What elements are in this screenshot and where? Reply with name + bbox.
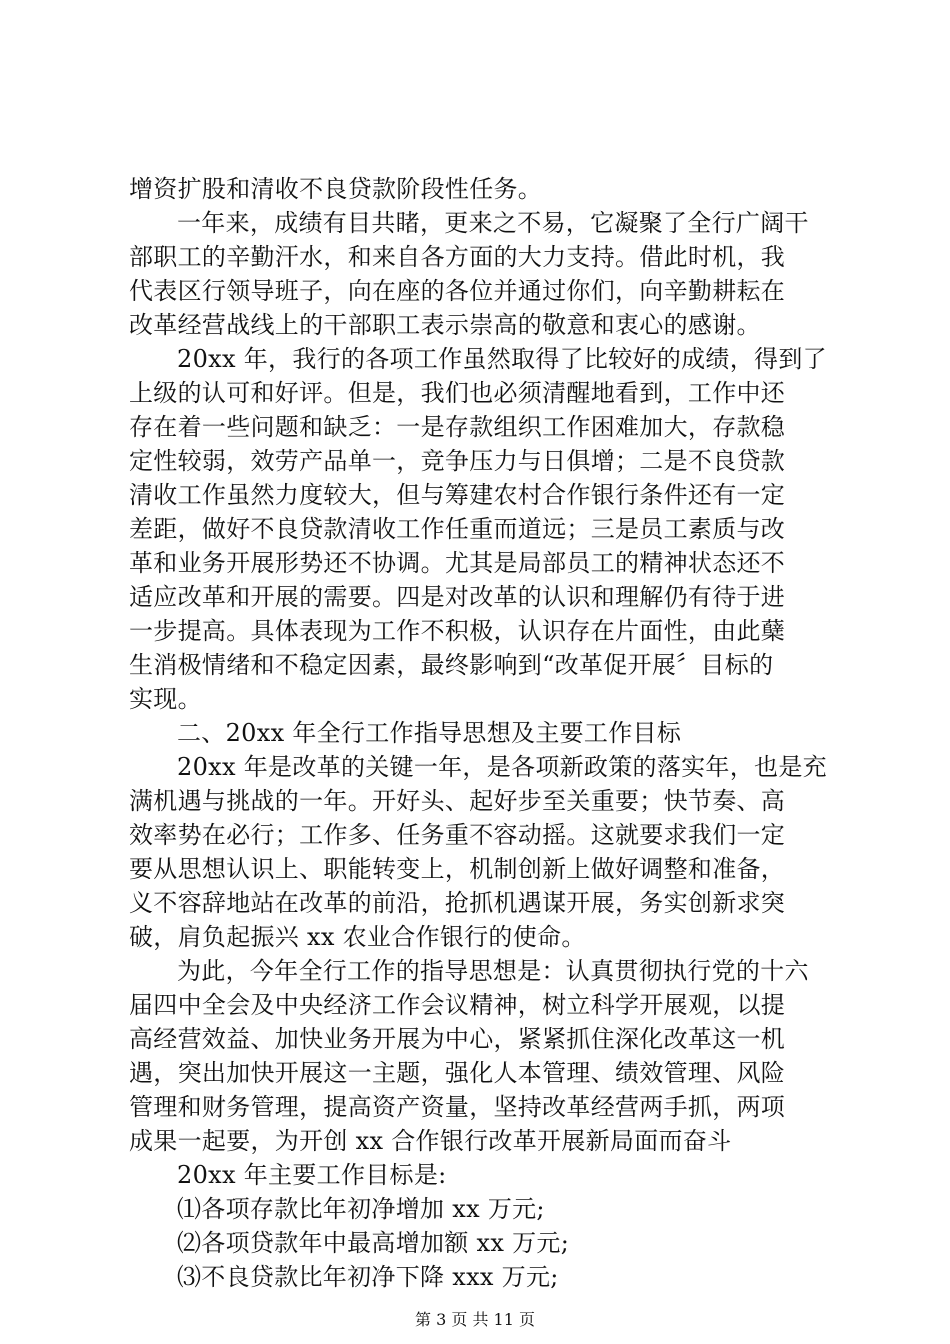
paragraph-line: 20xx 年是改革的关键一年，是各项新政策的落实年，也是充 <box>177 753 827 781</box>
paragraph-line: 清收工作虽然力度较大，但与筹建农村合作银行条件还有一定 <box>129 481 786 509</box>
paragraph-line: 适应改革和开展的需要。四是对改革的认识和理解仍有待于进 <box>129 583 786 611</box>
paragraph-line: 效率势在必行；工作多、任务重不容动摇。这就要求我们一定 <box>129 821 786 849</box>
paragraph-line: 破，肩负起振兴 xx 农业合作银行的使命。 <box>129 923 586 951</box>
paragraph-line: 一步提高。具体表现为工作不积极，认识存在片面性，由此蘖 <box>129 617 786 645</box>
paragraph-line: 20xx 年，我行的各项工作虽然取得了比较好的成绩，得到了 <box>177 345 827 373</box>
paragraph-line: 生消极情绪和不稳定因素，最终影响到“改革促开展〞目标的 <box>129 651 774 679</box>
paragraph-line: 管理和财务管理，提高资产资量，坚持改革经营两手抓，两项 <box>129 1093 786 1121</box>
paragraph-line: 上级的认可和好评。但是，我们也必须清醒地看到，工作中还 <box>129 379 786 407</box>
list-heading: 20xx 年主要工作目标是: <box>177 1161 447 1189</box>
paragraph-line: 代表区行领导班子，向在座的各位并通过你们，向辛勤耕耘在 <box>129 277 786 305</box>
page-footer: 第 3 页 共 11 页 <box>415 1310 535 1329</box>
paragraph-line: 差距，做好不良贷款清收工作任重而道远；三是员工素质与改 <box>129 515 786 543</box>
paragraph-line: 遇，突出加快开展这一主题，强化人本管理、绩效管理、风险 <box>129 1059 786 1087</box>
paragraph-line: 定性较弱，效劳产品单一，竞争压力与日俱增；二是不良贷款 <box>129 447 786 475</box>
section-heading: 二、20xx 年全行工作指导思想及主要工作目标 <box>177 719 682 747</box>
paragraph-line: 增资扩股和清收不良贷款阶段性任务。 <box>129 175 543 203</box>
paragraph-line: 义不容辞地站在改革的前沿，抢抓机遇谋开展，务实创新求突 <box>129 889 786 917</box>
paragraph-line: 高经营效益、加快业务开展为中心，紧紧抓住深化改革这一机 <box>129 1025 786 1053</box>
list-item: ⑵各项贷款年中最高增加额 xx 万元; <box>177 1229 570 1257</box>
paragraph-line: 成果一起要，为开创 xx 合作银行改革开展新局面而奋斗 <box>129 1127 732 1155</box>
paragraph-line: 为此，今年全行工作的指导思想是：认真贯彻执行党的十六 <box>177 957 809 985</box>
paragraph-line: 存在着一些问题和缺乏：一是存款组织工作困难加大，存款稳 <box>129 413 786 441</box>
paragraph-line: 革和业务开展形势还不协调。尤其是局部员工的精神状态还不 <box>129 549 786 577</box>
list-item: ⑶不良贷款比年初净下降 xxx 万元; <box>177 1263 559 1291</box>
paragraph-line: 满机遇与挑战的一年。开好头、起好步至关重要；快节奏、高 <box>129 787 786 815</box>
paragraph-line: 部职工的辛勤汗水，和来自各方面的大力支持。借此时机，我 <box>129 243 786 271</box>
paragraph-line: 届四中全会及中央经济工作会议精神，树立科学开展观，以提 <box>129 991 786 1019</box>
paragraph-line: 实现。 <box>129 685 202 713</box>
paragraph-line: 要从思想认识上、职能转变上，机制创新上做好调整和准备， <box>129 855 786 883</box>
list-item: ⑴各项存款比年初净增加 xx 万元; <box>177 1195 545 1223</box>
paragraph-line: 改革经营战线上的干部职工表示崇高的敬意和衷心的感谢。 <box>129 311 761 339</box>
paragraph-line: 一年来，成绩有目共睹，更来之不易，它凝聚了全行广阔干 <box>177 209 809 237</box>
